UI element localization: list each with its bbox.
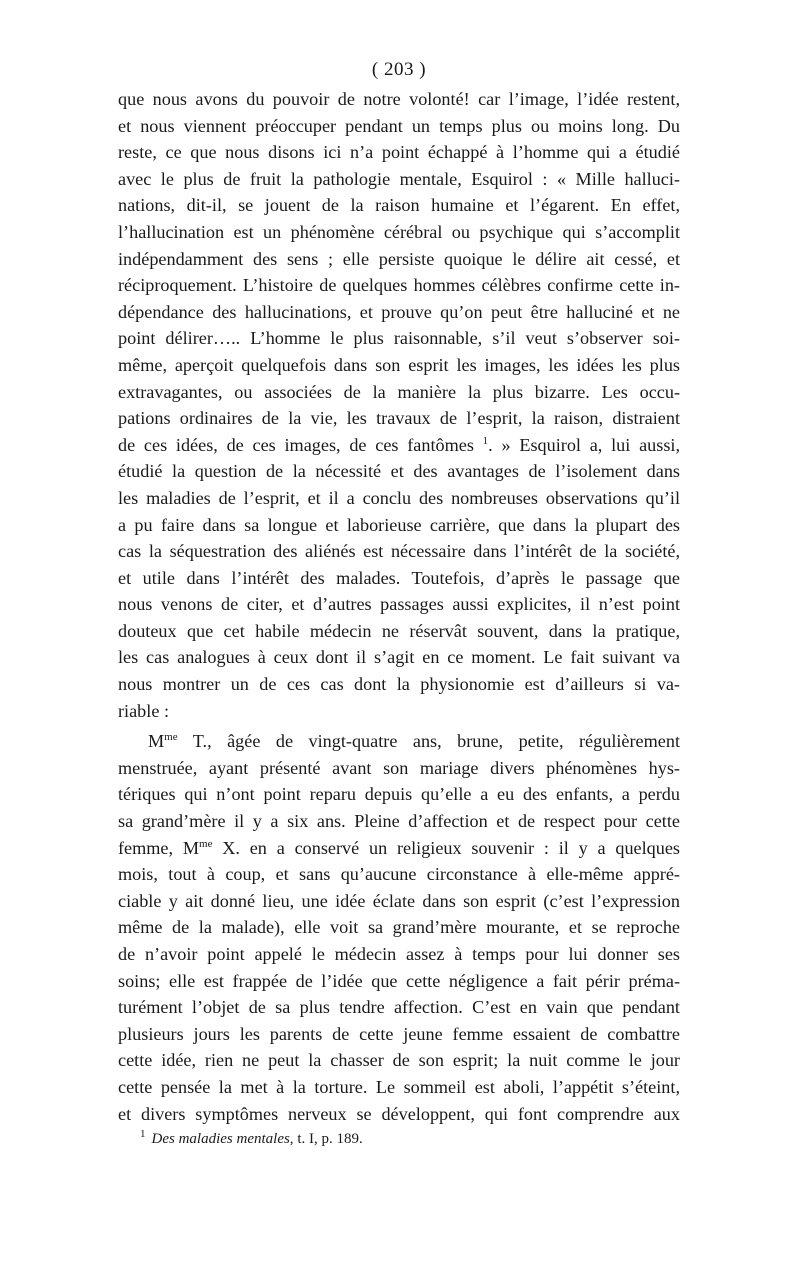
text-line: même de la malade), elle voit sa grand’mère mourante, et se reproche [118, 917, 680, 938]
text-line: l’hallucination est un phénomène cérébral ou psychique qui s’accomplit [118, 221, 680, 242]
text-line: a pu faire dans sa longue et laborieuse carrière, que dans la plupart des [118, 514, 680, 535]
text-fragment: . » Esquirol a, lui aussi, [488, 434, 680, 455]
text-fragment: T., âgée de vingt-quatre ans, brune, petite, régulièrement [177, 731, 680, 752]
footnote [140, 1124, 363, 1149]
page-number: ( 203 ) [371, 59, 427, 80]
text-line: extravagantes, ou associées de la manière la plus bizarre. Les occu- [118, 381, 680, 402]
paragraph-2 [118, 728, 680, 1127]
text-line-with-footnote-ref [118, 432, 680, 459]
text-line: menstruée, ayant présenté avant son mariage divers phénomènes hys- [118, 757, 680, 778]
text-line: les cas analogues à ceux dont il s’agit en ce moment. Le fait suivant va [118, 647, 680, 668]
text-line: cette pensée la met à la torture. Le sommeil est aboli, l’appétit s’éteint, [118, 1076, 680, 1097]
footnote-mark: 1 [140, 1128, 146, 1140]
text-fragment: M [148, 731, 165, 752]
text-line: cette idée, rien ne peut la chasser de son esprit; la nuit comme le jour [118, 1050, 680, 1071]
text-line: tériques qui n’ont point reparu depuis qu’elle a eu des enfants, a perdu [118, 784, 680, 805]
superscript: me [199, 837, 213, 850]
text-fragment: femme, M [118, 837, 200, 858]
text-fragment: X. en a conservé un religieux souvenir : il y a quelques [212, 837, 680, 858]
text-line: point délirer….. L’homme le plus raisonnable, s’il veut s’observer soi- [118, 328, 680, 349]
text-line: mois, tout à coup, et sans qu’aucune circonstance à elle-même appré- [118, 864, 680, 885]
text-line: même, aperçoit quelquefois dans son esprit les images, les idées les plus [118, 354, 680, 375]
text-line: turément l’objet de sa plus tendre affection. C’est en vain que pendant [118, 997, 680, 1018]
text-line: reste, ce que nous disons ici n’a point échappé à l’homme qui a étudié [118, 142, 680, 163]
text-line: douteux que cet habile médecin ne réservât souvent, dans la pratique, [118, 620, 680, 641]
text-line: de n’avoir point appelé le médecin assez à temps pour lui donner ses [118, 944, 680, 964]
footnote-reference: t. I, p. 189. [293, 1131, 363, 1147]
text-line: que nous avons du pouvoir de notre volonté! car l’image, l’idée restent, [118, 89, 680, 109]
text-line: nous venons de citer, et d’autres passages aussi explicites, il n’est point [118, 594, 680, 615]
text-line: et divers symptômes nerveux se développent, qui font comprendre aux [118, 1103, 680, 1124]
text-line: ciable y ait donné lieu, une idée éclate dans son esprit (c’est l’expression [118, 890, 680, 911]
book-page [118, 58, 680, 1127]
text-line: cas la séquestration des aliénés est nécessaire dans l’intérêt de la société, [118, 541, 680, 562]
footnote-ref[interactable]: 1 [482, 434, 489, 447]
text-line: nations, dit-il, se jouent de la raison humaine et l’égarent. En effet, [118, 195, 680, 216]
text-fragment: de ces idées, de ces images, de ces fantômes [118, 434, 474, 455]
text-line: étudié la question de la nécessité et des avantages de l’isolement dans [118, 461, 680, 482]
text-line [118, 835, 680, 862]
text-line: indépendamment des sens ; elle persiste quoique le délire ait cessé, et [118, 248, 680, 269]
text-line: plusieurs jours les parents de cette jeune femme essaient de combattre [118, 1023, 680, 1044]
text-line: les maladies de l’esprit, et il a conclu des nombreuses observations qu’il [118, 487, 680, 508]
text-line: sa grand’mère il y a six ans. Pleine d’affection et de respect pour cette [118, 811, 680, 832]
text-line: soins; elle est frappée de l’idée que cette négligence a fait périr préma- [118, 970, 680, 991]
superscript: me [164, 731, 178, 744]
text-line: dépendance des hallucinations, et prouve qu’on peut être halluciné et ne [118, 301, 680, 322]
text-line: pations ordinaires de la vie, les travaux de l’esprit, la raison, distraient [118, 408, 680, 429]
text-line: réciproquement. L’histoire de quelques hommes célèbres confirme cette in- [118, 275, 680, 296]
text-line: avec le plus de fruit la pathologie mentale, Esquirol : « Mille halluci- [118, 168, 680, 189]
text-line: et utile dans l’intérêt des malades. Toutefois, d’après le passage que [118, 567, 680, 588]
text-line: riable : [118, 700, 170, 721]
text-line: et nous viennent préoccuper pendant un temps plus ou moins long. Du [118, 115, 680, 136]
footnote-title: Des maladies mentales, [151, 1131, 294, 1147]
text-line [118, 728, 680, 755]
text-line: nous montrer un de ces cas dont la physionomie est d’ailleurs si va- [118, 674, 680, 695]
paragraph-1 [118, 86, 680, 724]
